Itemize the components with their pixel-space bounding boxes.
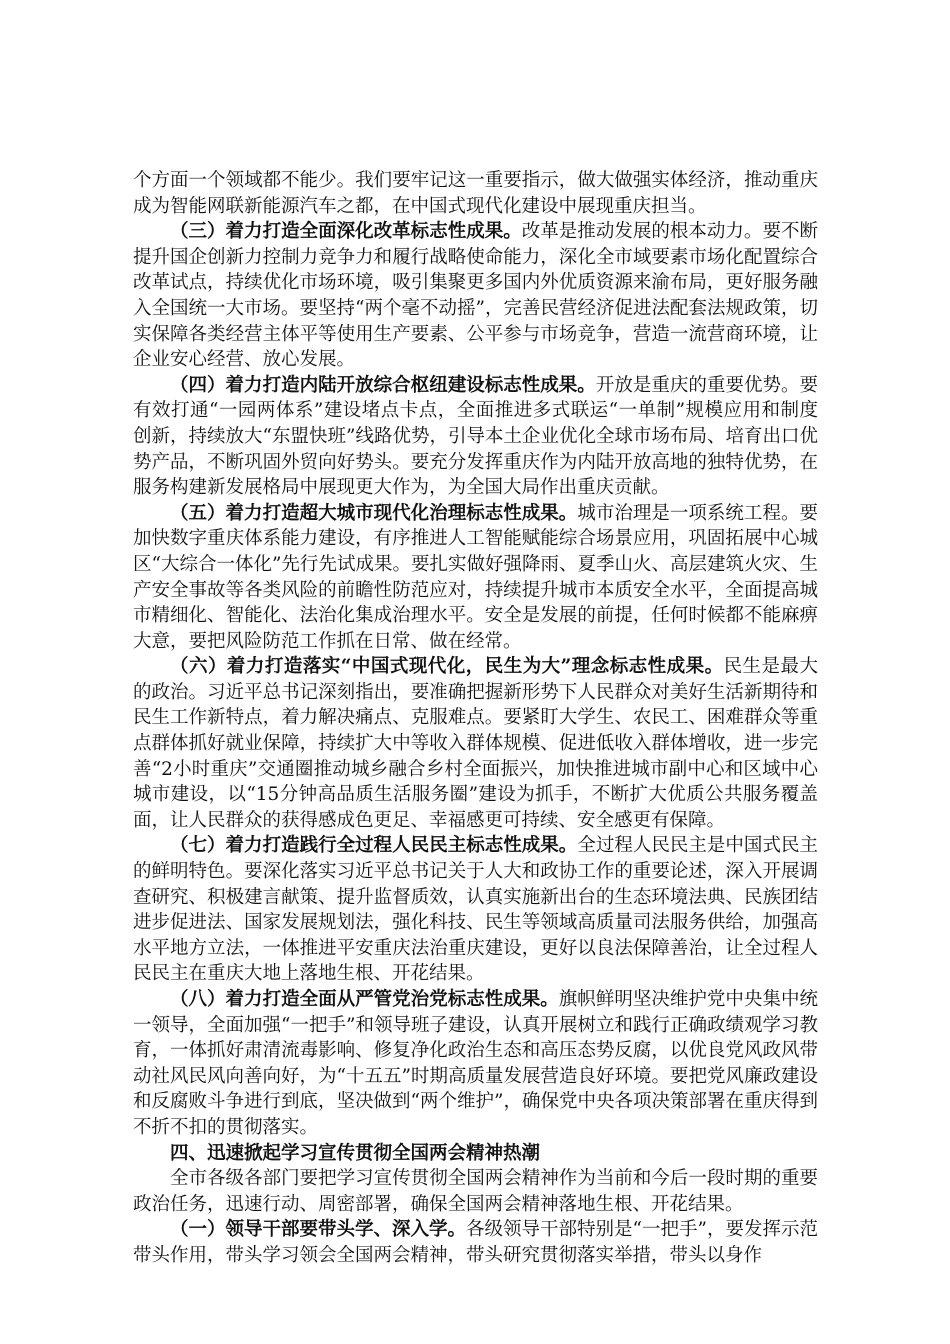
paragraph-text: 改革是推动发展的根本动力。要不断提升国企创新力控制力竞争力和履行战略使命能力，深化全市域要素市场化配置综合改革试点，持续优化市场环境，吸引集聚更多国内外优质资源来渝布局，更好服务融入全国统一大市场。要坚持“两个毫不动摇”，完善民营经济促进法配套法规政策，切实保障各类经营主体平等使用生产要素、公平参与市场竞争，营造一流营商环境，让企业安心经营、放心发展。 [133,221,818,371]
paragraph-heading: （三）着力打造全面深化改革标志性成果。 [170,221,522,243]
paragraph-heading: （六）着力打造落实“中国式现代化，民生为大”理念标志性成果。 [170,656,724,678]
section-four-intro: 全市各级各部门要把学习宣传贯彻全国两会精神作为当前和今后一段时期的重要政治任务，迅速行动、周密部署，确保全国两会精神落地生根、开花结果。 [133,1168,818,1215]
paragraph-text: 开放是重庆的重要优势。要有效打通“一园两体系”建设堵点卡点，全面推进多式联运“一单制”规模应用和制度创新，持续放大“东盟快班”线路优势，引导本土企业优化全球市场布局、培育出口优势产品，不断巩固外贸向好势头。要充分发挥重庆作为内陆开放高地的独特优势，在服务构建新发展格局中展现更大作为，为全国大局作出重庆贡献。 [133,374,818,499]
paragraph-democracy [133,833,818,987]
paragraph-heading: （五）着力打造超大城市现代化治理标志性成果。 [170,502,578,524]
paragraph-heading: （一）领导干部要带头学、深入学。 [170,1219,467,1241]
paragraph-text: 城市治理是一项系统工程。要加快数字重庆体系能力建设，有序推进人工智能赋能综合场景应用，巩固拓展中心城区“大综合一体化”先行先试成果。要扎实做好强降雨、夏季山火、高层建筑火灾、生产安全事故等各类风险的前瞻性防范应对，持续提升城市本质安全水平，全面提高城市精细化、智能化、法治化集成治理水平。安全是发展的前提，任何时候都不能麻痹大意，要把风险防范工作抓在日常、做在经常。 [133,502,818,652]
paragraph-party-governance [133,987,818,1141]
paragraph-opening [133,373,818,501]
paragraph-reform [133,219,818,373]
paragraph-city-governance [133,501,818,655]
paragraph-livelihood [133,654,818,833]
paragraph-text: 全过程人民民主是中国式民主的鲜明特色。要深化落实习近平总书记关于人大和政协工作的重要论述，深入开展调查研究、积极建言献策、提升监督质效，认真实施新出台的生态环境法典、民族团结进步促进法、国家发展规划法，强化科技、民生等领域高质量司法服务供给，加强高水平地方立法，一体推进平安重庆法治重庆建设，更好以良法保障善治，让全过程人民民主在重庆大地上落地生根、开花结果。 [133,835,818,985]
paragraph-leaders-study [133,1217,818,1268]
paragraph-text: 个方面一个领域都不能少。我们要牢记这一重要指示，做大做强实体经济，推动重庆成为智能网联新能源汽车之都，在中国式现代化建设中展现重庆担当。 [133,170,818,217]
paragraph-heading: （七）着力打造践行全过程人民民主标志性成果。 [170,835,578,857]
paragraph-heading: （四）着力打造内陆开放综合枢纽建设标志性成果。 [170,374,596,396]
paragraph-text: 旗帜鲜明坚决维护党中央集中统一领导，全面加强“一把手”和领导班子建设，认真开展树立和践行正确政绩观学习教育，一体抓好肃清流毒影响、修复净化政治生态和高压态势反腐，以优良党风政风带动社风民风向善向好，为“十五五”时期高质量发展营造良好环境。要把党风廉政建设和反腐败斗争进行到底，坚决做到“两个维护”，确保党中央各项决策部署在重庆得到不折不扣的贯彻落实。 [133,989,818,1138]
paragraph-continuation [133,168,818,219]
document-page [133,168,818,1269]
section-four-title: 四、迅速掀起学习宣传贯彻全国两会精神热潮 [170,1142,541,1164]
paragraph-text: 民生是最大的政治。习近平总书记深刻指出，要准确把握新形势下人民群众对美好生活新期待和民生工作新特点，着力解决痛点、克服难点。要紧盯大学生、农民工、困难群众等重点群体抓好就业保障，持续扩大中等收入群体规模、促进低收入群体增收，进一步完善“2小时重庆”交通圈推动城乡融合乡村全面振兴，加快推进城市副中心和区域中心城市建设，以“15分钟高品质生活服务圈”建设为抓手，不断扩大优质公共服务覆盖面，让人民群众的获得感成色更足、幸福感更可持续、安全感更有保障。 [133,656,818,831]
paragraph-heading: （八）着力打造全面从严管党治党标志性成果。 [170,989,559,1010]
paragraph-text: 各级领导干部特别是“一把手”，要发挥示范带头作用，带头学习领会全国两会精神，带头研究贯彻落实举措，带头以身作 [133,1219,818,1266]
